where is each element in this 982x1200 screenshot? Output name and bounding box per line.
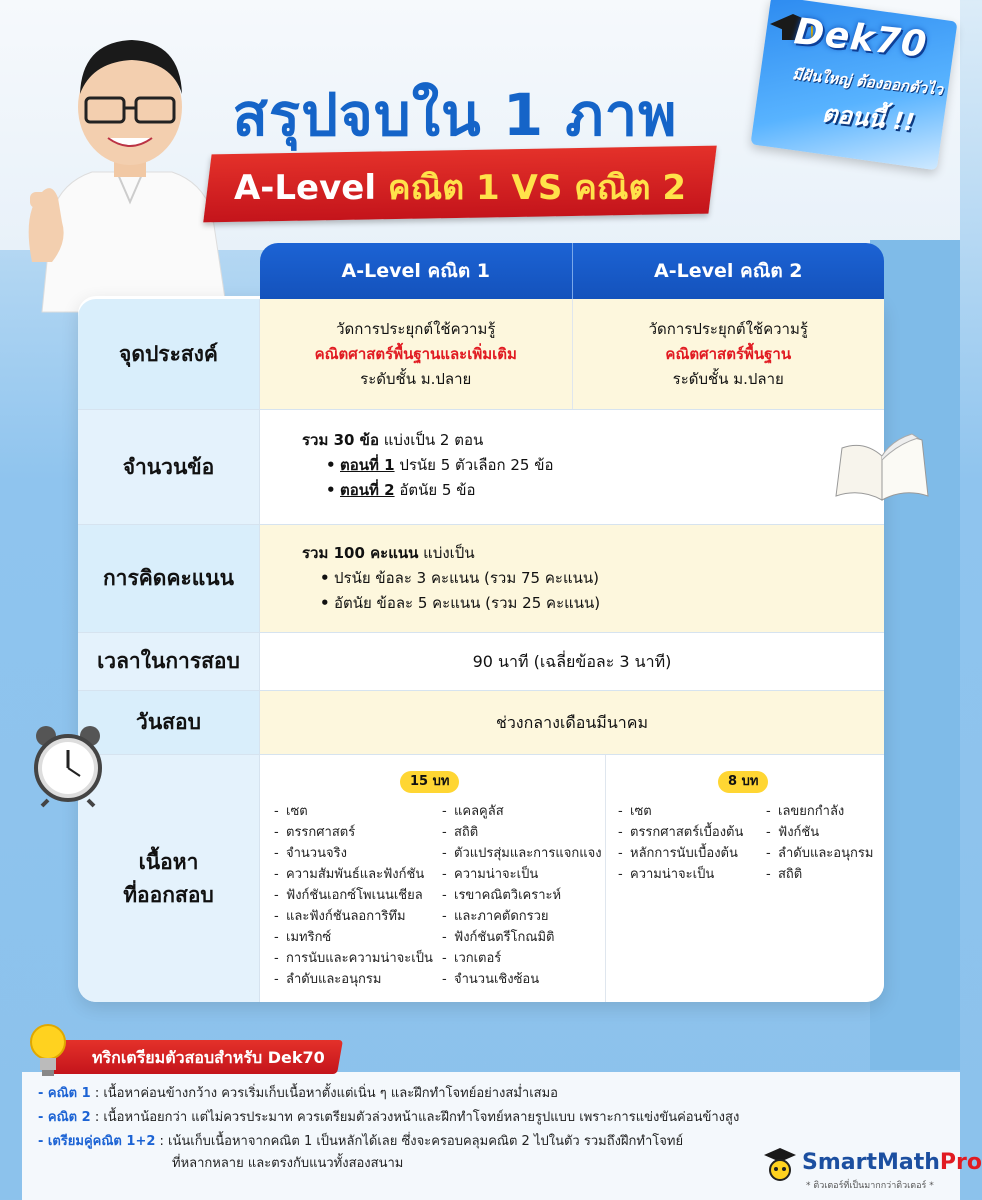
table-header [260,243,884,299]
topic-item: - และฟังก์ชันลอการิทึม [274,906,433,927]
column-header-math1: A-Level คณิต 1 [341,260,490,282]
purpose-math1-line1: วัดการประยุกต์ใช้ความรู้ [336,319,496,338]
topic-item: - ฟังก์ชันตรีโกณมิติ [442,927,602,948]
tip-math1-text: : เนื้อหาค่อนข้างกว้าง ควรเริ่มเก็บเนื้อหาตั้งแต่เนิ่น ๆ และฝึกทำโจทย์อย่างสม่ำเสมอ [90,1086,558,1101]
topics-math1 [260,755,605,1002]
count-part1-key: ตอนที่ 1 [340,456,395,474]
topic-item: - ฟังก์ชัน [766,822,873,843]
purpose-math1-line3: ระดับชั้น ม.ปลาย [360,369,472,388]
topics-label-line1: เนื้อหา [138,849,199,874]
table-row-time [78,632,884,690]
topic-item: - เวกเตอร์ [442,948,602,969]
score-item2: • อัตนัย ข้อละ 5 คะแนน (รวม 25 คะแนน) [316,591,600,616]
subtitle-prefix: A-Level [233,168,388,208]
badge-title: Dek70 [792,11,930,66]
count-total: รวม 30 ข้อ [302,431,379,449]
topic-item: - หลักการนับเบื้องต้น [618,843,743,864]
tips-title: ทริกเตรียมตัวสอบสำหรับ Dek70 [92,1048,325,1067]
topics-label-line2: ที่ออกสอบ [123,882,214,907]
row-label-purpose: จุดประสงค์ [78,299,260,409]
alarm-clock-icon [26,722,110,806]
count-details [302,428,554,503]
tip-both [38,1132,683,1152]
tip-both-text: : เน้นเก็บเนื้อหาจากคณิต 1 เป็นหลักได้เลย ซึ่งจะครอบคลุมคณิต 2 ไปในตัว รวมถึงฝึกทำโจทย์ [155,1134,684,1149]
score-total-rest: แบ่งเป็น [418,544,475,562]
math2-topic-list-left [618,801,743,885]
topics-math2 [605,755,884,1002]
subtitle-highlight: คณิต 1 VS คณิต 2 [387,168,687,208]
topic-item: - สถิติ [766,864,873,885]
tutor-photo [22,12,237,312]
topic-item: - ความน่าจะเป็น [618,864,743,885]
topic-item: - เลขยกกำลัง [766,801,873,822]
topic-item: - ความสัมพันธ์และฟังก์ชัน [274,864,433,885]
lightbulb-icon [28,1022,68,1080]
purpose-math2 [572,299,885,409]
row-label-time: เวลาในการสอบ [78,633,260,690]
topic-item: - แคลคูลัส [442,801,602,822]
tip-both-key: - เตรียมคู่คณิต 1+2 [38,1134,156,1149]
logo-name-pro: Pro [939,1150,982,1175]
dek70-badge [742,0,952,175]
subtitle [208,160,712,214]
tip-math1 [38,1084,558,1104]
table-row-purpose [78,299,884,409]
tip-math2-key: - คณิต 2 [38,1110,91,1125]
tip-math1-key: - คณิต 1 [38,1086,91,1101]
count-total-rest: แบ่งเป็น 2 ตอน [378,431,484,449]
row-label-date: วันสอบ [78,691,260,754]
math1-topic-list-left [274,801,433,990]
score-item1: • ปรนัย ข้อละ 3 คะแนน (รวม 75 คะแนน) [316,566,600,591]
topic-item: - ความน่าจะเป็น [442,864,602,885]
topic-item: - ฟังก์ชันเอกซ์โพเนนเชียล [274,885,433,906]
badge-line1: มีฝันใหญ่ ต้องออกตัวไว [791,65,944,99]
topic-item: - และภาคตัดกรวย [442,906,602,927]
open-book-icon [832,430,932,512]
topic-item: - ตรรกศาสตร์เบื้องต้น [618,822,743,843]
time-value: 90 นาที (เฉลี่ยข้อละ 3 นาที) [472,652,672,671]
row-label-score: การคิดคะแนน [78,525,260,632]
logo-wordmark [802,1150,982,1175]
table-row-count [78,409,884,524]
topic-item: - การนับและความน่าจะเป็น [274,948,433,969]
topic-item: - ลำดับและอนุกรม [766,843,873,864]
tip-math2-text: : เนื้อหาน้อยกว่า แต่ไม่ควรประมาท ควรเตรียมตัวล่วงหน้าและฝึกทำโจทย์หลายรูปแบบ เพราะการแข่งขันค่อนข้างสูง [90,1110,740,1125]
count-part2-key: ตอนที่ 2 [340,481,395,499]
purpose-math2-line1: วัดการประยุกต์ใช้ความรู้ [648,319,808,338]
math1-topic-list-right [442,801,602,990]
math2-chapter-count: 8 บท [718,771,768,793]
tip-math2 [38,1108,739,1128]
logo-tagline: * ติวเตอร์ที่เป็นมากกว่าติวเตอร์ * [806,1181,934,1191]
purpose-math1-line2: คณิตศาสตร์พื้นฐานและเพิ่มเติม [314,344,517,363]
topic-item: - จำนวนเชิงซ้อน [442,969,602,990]
table-row-score [78,524,884,632]
topic-item: - สถิติ [442,822,602,843]
purpose-math1 [260,299,572,409]
math1-chapter-count: 15 บท [400,771,459,793]
table-row-date [78,690,884,754]
topic-item: - ตัวแปรสุ่มและการแจกแจง [442,843,602,864]
topic-item: - เซต [274,801,433,822]
smartmathpro-logo-icon [762,1146,798,1182]
date-value: ช่วงกลางเดือนมีนาคม [495,713,649,732]
row-label-count: จำนวนข้อ [78,410,260,524]
math2-topic-list-right [766,801,873,885]
topic-item: - ลำดับและอนุกรม [274,969,433,990]
count-part1-text: ปรนัย 5 ตัวเลือก 25 ข้อ [394,456,554,474]
logo-name-main: SmartMath [802,1150,940,1175]
topic-item: - เรขาคณิตวิเคราะห์ [442,885,602,906]
tip-both-line2: ที่หลากหลาย และตรงกับแนวทั้งสองสนาม [172,1156,404,1171]
purpose-math2-line2: คณิตศาสตร์พื้นฐาน [665,344,792,363]
topic-item: - เมทริกซ์ [274,927,433,948]
column-header-math2: A-Level คณิต 2 [572,243,885,299]
page-title: สรุปจบใน 1 ภาพ [232,81,678,149]
topic-item: - เซต [618,801,743,822]
badge-line2: ตอนนี้ !! [820,99,917,137]
score-total: รวม 100 คะแนน [302,544,419,562]
topic-item: - จำนวนจริง [274,843,433,864]
count-part2-text: อัตนัย 5 ข้อ [394,481,476,499]
table-row-topics [78,754,884,1002]
topic-item: - ตรรกศาสตร์ [274,822,433,843]
purpose-math2-line3: ระดับชั้น ม.ปลาย [672,369,784,388]
score-details [302,541,600,616]
